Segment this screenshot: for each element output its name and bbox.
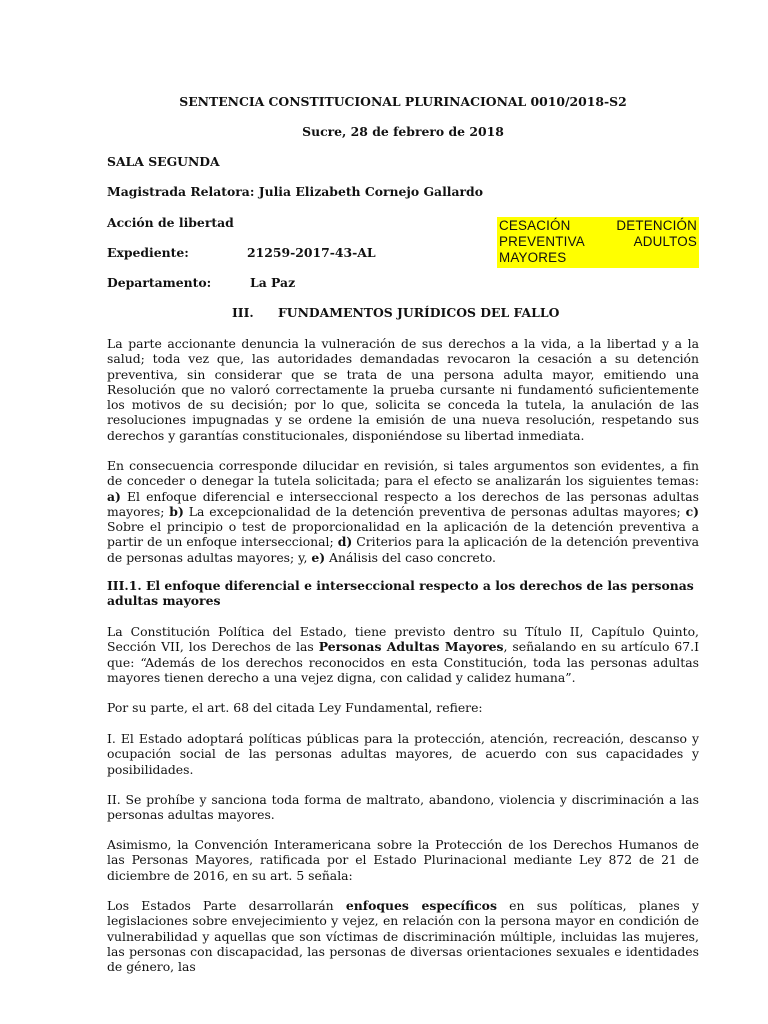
paragraph-7: Asimismo, la Convención Interamericana sobre la Protección de los Derechos Humanos de las Personas Mayores, ratificada por el Estado Plurinacional mediante Ley 872 de 21 de diciembre de 2016, en su art. 5 señala: <box>107 837 699 883</box>
highlight-note: CESACIÓN DETENCIÓN PREVENTIVA ADULTOS MAYORES <box>497 217 699 268</box>
paragraph-8: Los Estados Parte desarrollarán enfoques específicos en sus políticas, planes y legislaciones sobre envejecimiento y vejez, en relación con la persona mayor en condición de vulnerabilidad y aquellas que son víctimas de discriminación múltiple, incluidas las mujeres, las personas con discapacidad, las personas de diversas orientaciones sexuales e identidades de género, las <box>107 898 699 975</box>
expediente-label: Expediente: <box>107 245 189 260</box>
section-title: FUNDAMENTOS JURÍDICOS DEL FALLO <box>278 305 560 320</box>
list-item-i: I. El Estado adoptará políticas públicas para la protección, atención, recreación, descanso y ocupación social de las personas adultas mayores, de acuerdo con sus capacidades y posibilidades. <box>107 731 699 777</box>
departamento-value: La Paz <box>250 275 296 290</box>
paragraph-3: La Constitución Política del Estado, tiene previsto dentro su Título II, Capítulo Quinto, Sección VII, los Derechos de las Personas Adultas Mayores, señalando en su artículo 67.I que: “Además de los derechos reconocidos en esta Constitución, toda las personas adultas mayores tienen derecho a una vejez digna, con calidad y calidez humana”. <box>107 624 699 685</box>
departamento-label: Departamento: <box>107 275 212 290</box>
paragraph-1: La parte accionante denuncia la vulneración de sus derechos a la vida, a la libertad y a la salud; toda vez que, las autoridades demandadas revocaron la cesación a su detención preventiva, sin considerar que se trata de una persona adulta mayor, emitiendo una Resolución que no valoró correctamente la prueba cursante ni fundamentó suficientemente los motivos de su decisión; por lo que, solicita se conceda la tutela, la anulación de las resoluciones impugnadas y se ordene la emisión de una nueva resolución, respetando sus derechos y garantías constitucionales, disponiéndose su libertad inmediata. <box>107 336 699 443</box>
expediente-value: 21259-2017-43-AL <box>247 245 376 260</box>
subheading: III.1. El enfoque diferencial e interseccional respecto a los derechos de las personas adultas mayores <box>107 578 694 609</box>
document-title: SENTENCIA CONSTITUCIONAL PLURINACIONAL 0010/2018-S2 <box>179 94 627 109</box>
document-date: Sucre, 28 de febrero de 2018 <box>302 124 504 139</box>
magistrada-label: Magistrada Relatora: Julia Elizabeth Cornejo Gallardo <box>107 184 483 199</box>
accion-label: Acción de libertad <box>107 215 234 230</box>
list-item-ii: II. Se prohíbe y sanciona toda forma de maltrato, abandono, violencia y discriminación a las personas adultas mayores. <box>107 792 699 823</box>
sala-label: SALA SEGUNDA <box>107 154 220 169</box>
paragraph-4: Por su parte, el art. 68 del citada Ley Fundamental, refiere: <box>107 700 483 715</box>
paragraph-2: En consecuencia corresponde dilucidar en revisión, si tales argumentos son evidentes, a fin de conceder o denegar la tutela solicitada; para el efecto se analizarán los siguientes temas: a) El enfoque diferencial e interseccional respecto a los derechos de las personas adultas mayores; b) La excepcionalidad de la detención preventiva de personas adultas mayores; c) Sobre el principio o test de proporcionalidad en la aplicación de la detención preventiva a partir de un enfoque interseccional; d) Criterios para la aplicación de la detención preventiva de personas adultas mayores; y, e) Análisis del caso concreto. <box>107 458 699 565</box>
section-number: III. <box>232 305 254 320</box>
